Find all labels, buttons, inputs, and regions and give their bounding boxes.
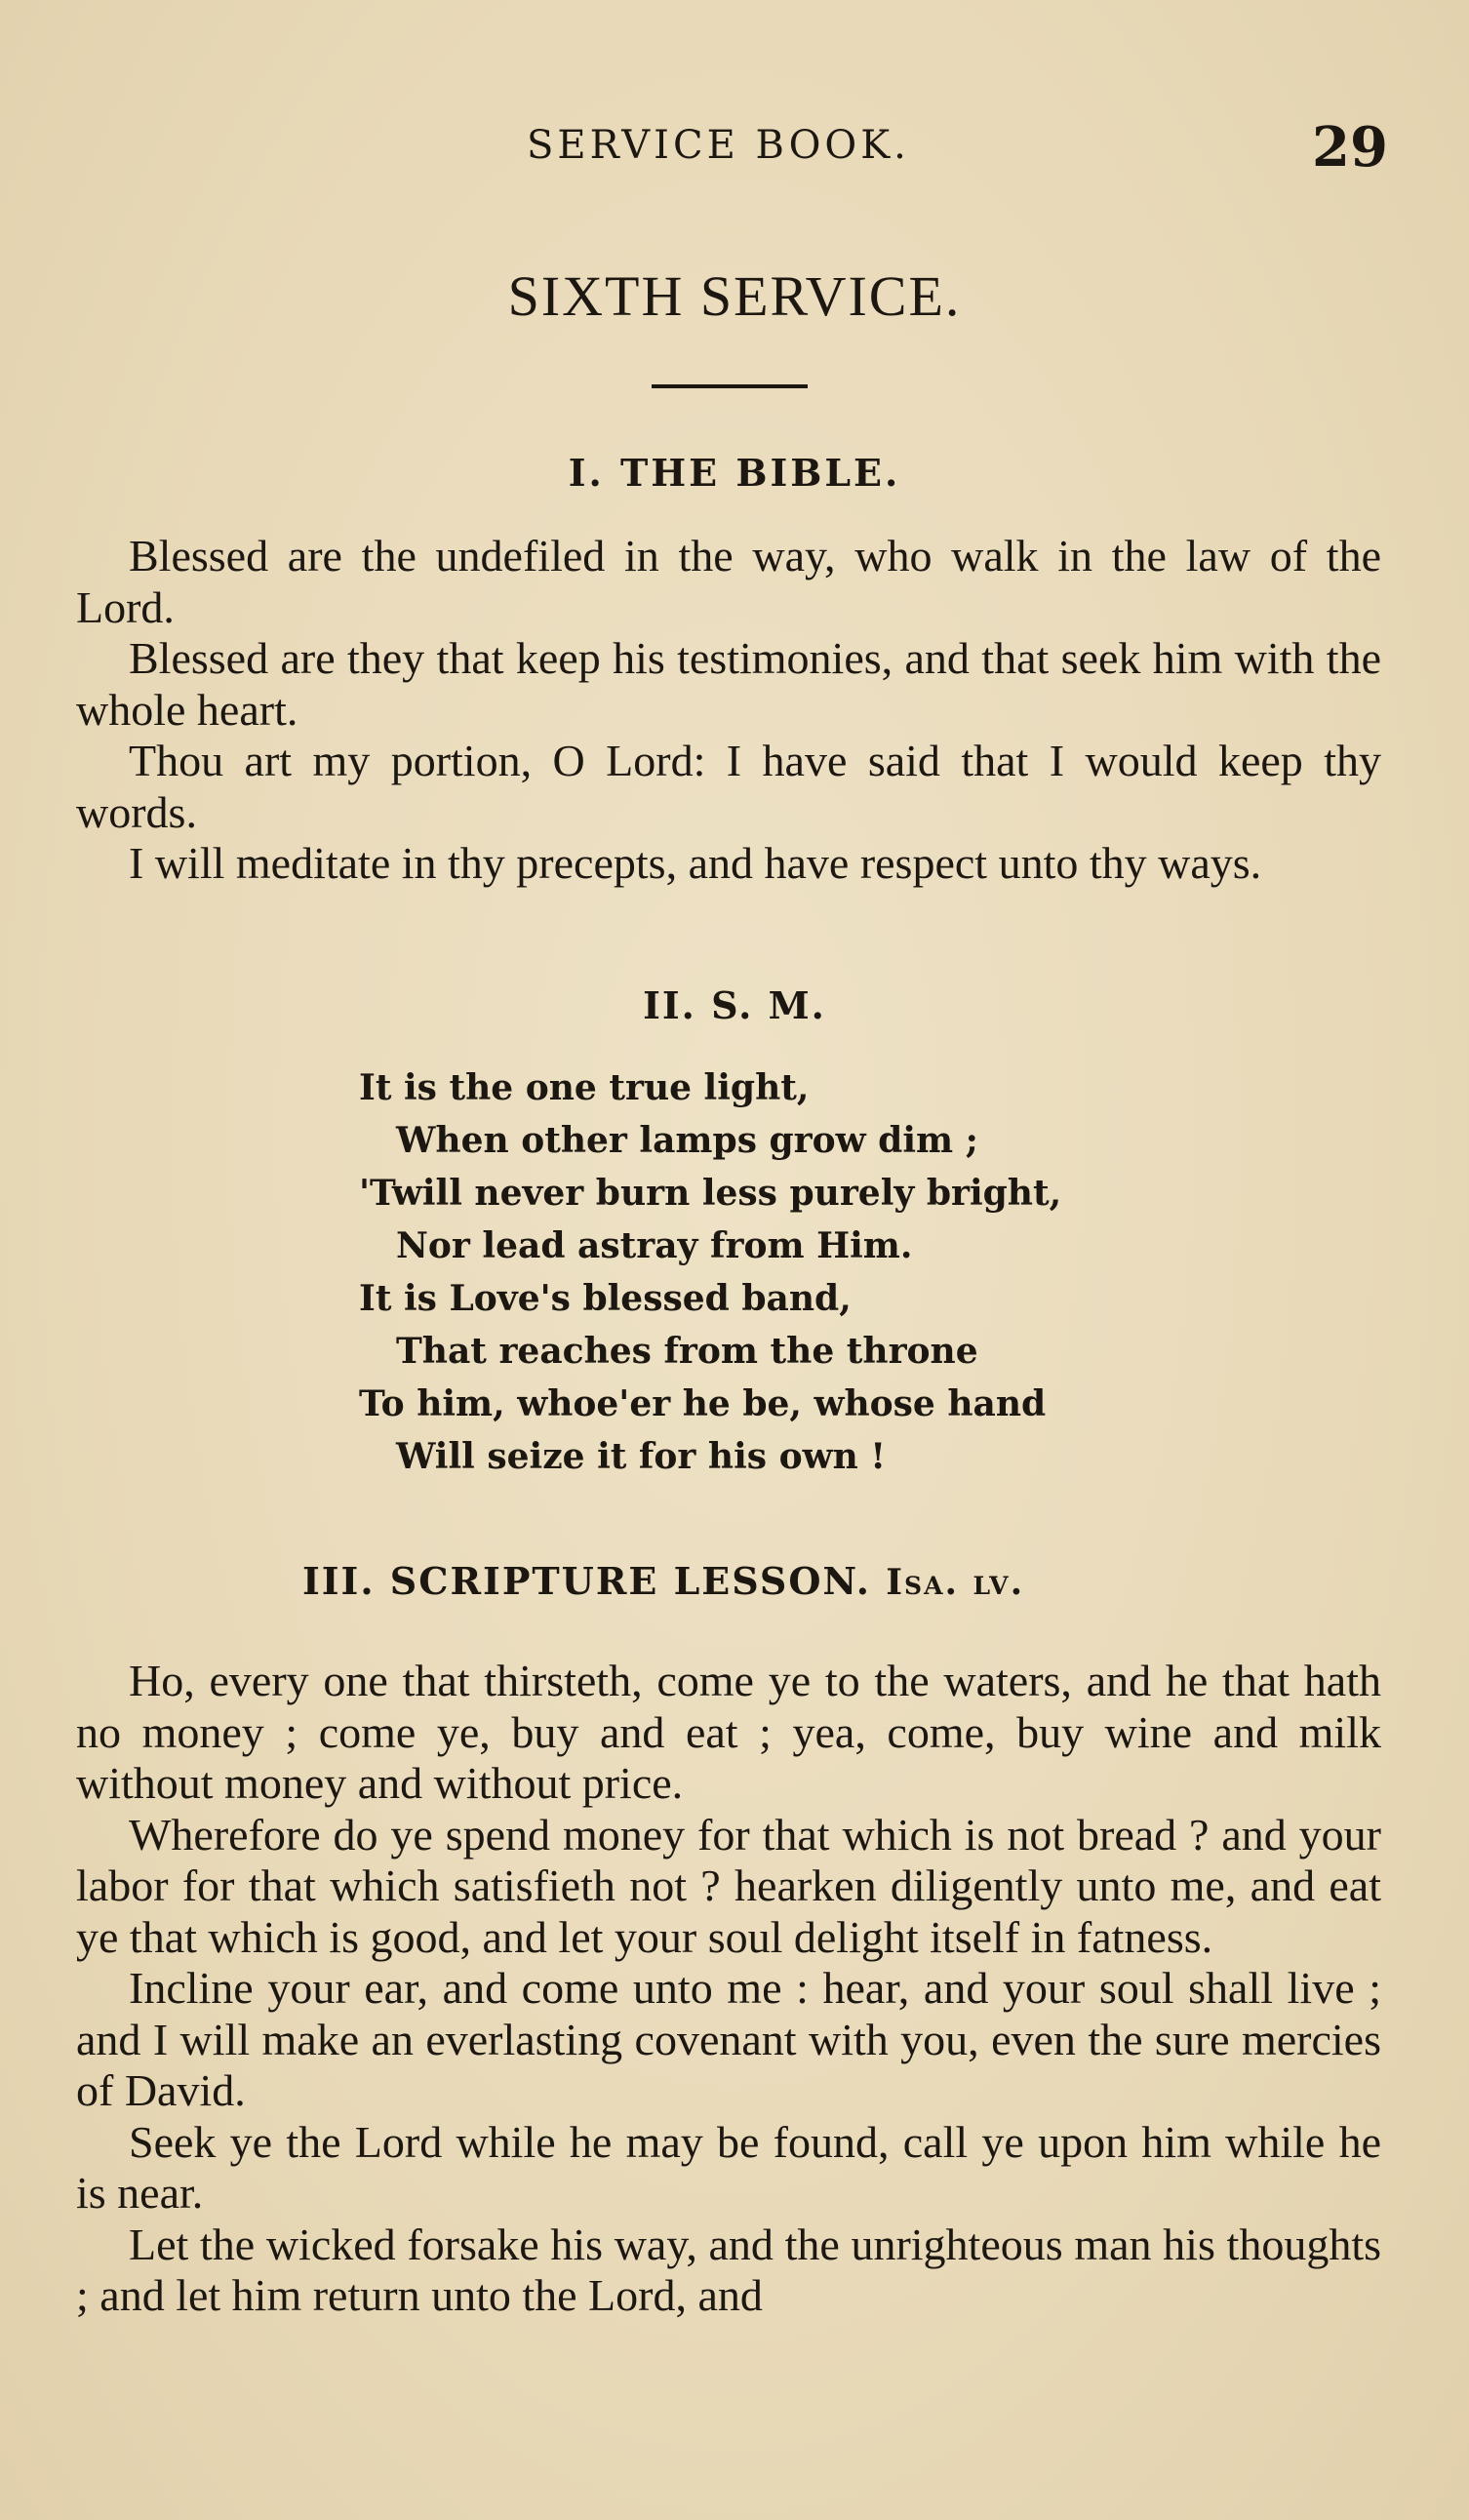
lesson-paragraph: Wherefore do ye spend money for that which is not bread ? and your labor for that which satisfieth not ? hearken diligently unto me, and eat ye that which is good, and let your soul delight itself in fatness.	[76, 1809, 1381, 1962]
hymn-line: Nor lead astray from Him.	[396, 1225, 913, 1266]
lesson-heading-text: III. SCRIPTURE LESSON.	[302, 1559, 871, 1603]
bible-paragraph: I will meditate in thy precepts, and have respect unto thy ways.	[129, 838, 1262, 888]
lesson-paragraph: Ho, every one that thirsteth, come ye to the waters, and he that hath no money ; come ye, buy and eat ; yea, come, buy wine and milk without money and without price.	[76, 1656, 1381, 1808]
title-rule	[652, 384, 808, 388]
hymn-line: 'Twill never burn less purely bright,	[359, 1173, 1062, 1214]
bible-paragraph: Thou art my portion, O Lord: I have said that I would keep thy words.	[76, 736, 1381, 837]
section-heading-hymn: II. S. M.	[643, 983, 826, 1027]
hymn-line: That reaches from the throne	[396, 1331, 978, 1372]
lesson-reference: Isa. lv.	[886, 1562, 1025, 1603]
hymn-verse	[359, 1061, 1237, 1483]
lesson-paragraph: Incline your ear, and come unto me : hear, and your soul shall live ; and I will make an everlasting covenant with you, even the sure mercies of David.	[76, 1963, 1381, 2115]
page-number: 29	[1312, 115, 1388, 180]
lesson-paragraph: Let the wicked forsake his way, and the unrighteous man his thoughts ; and let him return unto the Lord, and	[76, 2219, 1381, 2320]
hymn-line: To him, whoe'er he be, whose hand	[359, 1383, 1047, 1424]
hymn-line: When other lamps grow dim ;	[396, 1120, 978, 1161]
running-title: SERVICE BOOK.	[527, 123, 910, 168]
section-heading-bible: I. THE BIBLE.	[568, 451, 901, 495]
hymn-line: Will seize it for his own !	[396, 1436, 887, 1477]
bible-paragraph: Blessed are they that keep his testimonies, and that seek him with the whole heart.	[76, 633, 1381, 735]
bible-passage	[76, 531, 1381, 890]
section-heading-lesson	[302, 1559, 1180, 1603]
lesson-passage	[76, 1656, 1381, 2322]
hymn-line: It is Love's blessed band,	[359, 1278, 852, 1319]
lesson-paragraph: Seek ye the Lord while he may be found, call ye upon him while he is near.	[76, 2116, 1381, 2218]
running-header	[0, 115, 1469, 183]
hymn-line: It is the one true light,	[359, 1067, 810, 1108]
bible-paragraph: Blessed are the undefiled in the way, who walk in the law of the Lord.	[76, 531, 1381, 632]
service-title: SIXTH SERVICE.	[507, 264, 962, 328]
